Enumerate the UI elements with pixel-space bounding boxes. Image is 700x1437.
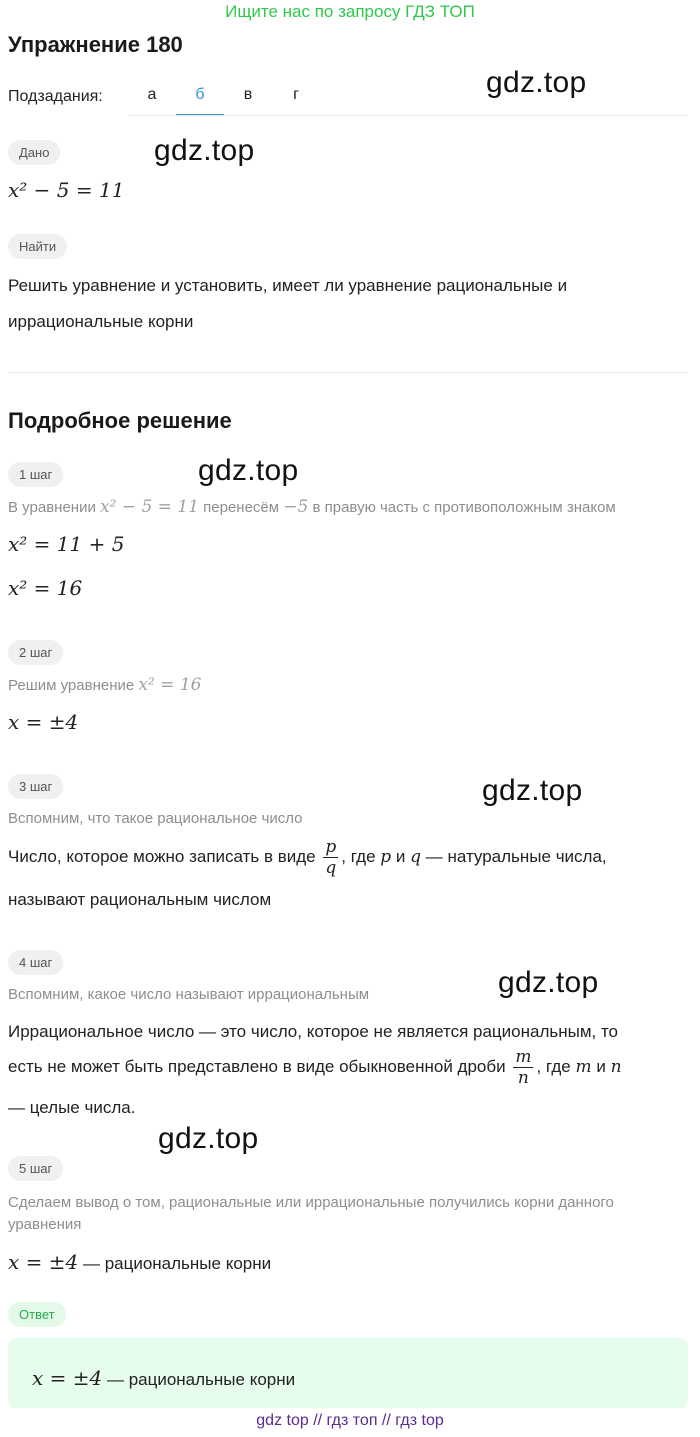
find-text: Решить уравнение и установить, имеет ли уравнение рациональные и иррациональные корни: [8, 276, 568, 331]
watermark: gdz.top: [198, 454, 299, 487]
fraction-numerator: m: [515, 1047, 532, 1068]
step-1-hint: [8, 496, 688, 519]
find-badge: [8, 234, 67, 259]
subtasks-label: Подзадания:: [8, 88, 103, 105]
step-4-label: 4 шаг: [8, 950, 63, 975]
tab-b[interactable]: б: [176, 76, 224, 116]
step-1-hint-text: В уравнении: [8, 499, 96, 516]
answer-label: Ответ: [8, 1302, 66, 1327]
step-1-hint-text: в правую часть с противоположным знаком: [312, 499, 616, 516]
given-label: Дано: [8, 140, 60, 165]
watermark: gdz.top: [482, 774, 583, 807]
find-label: Найти: [8, 234, 67, 259]
step-3-text-end: называют рациональным числом: [8, 890, 272, 909]
variable-m: m: [575, 1057, 592, 1077]
step-2-line-1: x = ±4: [8, 710, 79, 734]
step-1-label: 1 шаг: [8, 462, 63, 487]
answer-text: — рациональные корни: [106, 1370, 296, 1389]
step-3-text-part: Число, которое можно записать в виде: [8, 847, 316, 866]
step-4-text-part: , где: [536, 1057, 571, 1076]
step-5-label: 5 шаг: [8, 1156, 63, 1181]
step-5-result: [8, 1244, 271, 1282]
fraction-denominator: n: [517, 1068, 529, 1089]
step-4-text-line-3: — целые числа.: [8, 1098, 136, 1117]
step-4-text-part: есть не может быть представлено в виде обыкновенной дроби: [8, 1057, 506, 1076]
step-2-label: 2 шаг: [8, 640, 63, 665]
step-4-text-line-1: Иррациональное число — это число, которое не является рациональным, то: [8, 1022, 619, 1041]
given-equation: x² − 5 = 11: [8, 178, 125, 202]
answer-badge: [8, 1302, 66, 1327]
step-2-hint: [8, 674, 201, 697]
variable-p: p: [380, 847, 392, 867]
footer-links[interactable]: gdz top // гдз топ // гдз top: [256, 1412, 444, 1429]
step-4-badge: [8, 950, 63, 975]
step-3-text-part: — натуральные числа,: [425, 847, 607, 866]
solution-title: Подробное решение: [8, 408, 232, 433]
answer-content: [32, 1360, 295, 1398]
variable-q: q: [410, 847, 422, 867]
tab-g[interactable]: г: [293, 86, 299, 103]
watermark: gdz.top: [486, 66, 587, 99]
step-3-text-part: и: [395, 847, 406, 866]
step-2-hint-equation: x² = 16: [138, 675, 202, 695]
subtask-tabs: [128, 76, 348, 116]
section-divider: [8, 372, 688, 373]
step-3-badge: [8, 774, 63, 799]
search-hint-banner: Ищите нас по запросу ГДЗ ТОП: [225, 2, 475, 21]
step-5-result-text: — рациональные корни: [82, 1254, 272, 1273]
step-1-hint-text: перенесём: [203, 499, 280, 516]
fraction-numerator: p: [325, 837, 337, 858]
fraction-p-over-q: [323, 837, 338, 878]
fraction-m-over-n: [513, 1047, 533, 1088]
step-4-text-part: и: [596, 1057, 606, 1076]
step-3-text: [8, 834, 688, 880]
step-1-line-1: x² = 11 + 5: [8, 532, 125, 556]
variable-n: n: [610, 1057, 622, 1077]
step-2-hint-text: Решим уравнение: [8, 677, 135, 694]
step-4-hint: Вспомним, какое число называют иррациональным: [8, 986, 370, 1003]
given-badge: [8, 140, 60, 165]
answer-formula: x = ±4: [32, 1366, 103, 1390]
step-1-hint-value: −5: [283, 497, 309, 517]
watermark: gdz.top: [158, 1122, 259, 1155]
fraction-denominator: q: [325, 858, 337, 879]
page-title: Упражнение 180: [8, 32, 183, 57]
step-2-badge: [8, 640, 63, 665]
step-3-text-part: , где: [341, 847, 376, 866]
step-5-badge: [8, 1156, 63, 1181]
step-3-hint: Вспомним, что такое рациональное число: [8, 810, 303, 827]
tab-a[interactable]: а: [147, 86, 157, 103]
step-1-hint-equation: x² − 5 = 11: [100, 497, 199, 517]
step-5-result-formula: x = ±4: [8, 1250, 79, 1274]
step-3-label: 3 шаг: [8, 774, 63, 799]
step-1-badge: [8, 462, 63, 487]
watermark: gdz.top: [498, 966, 599, 999]
step-4-text-line-2: [8, 1044, 698, 1090]
watermark: gdz.top: [154, 134, 255, 167]
step-1-line-2: x² = 16: [8, 576, 83, 600]
step-5-hint: Сделаем вывод о том, рациональные или иррациональные получились корни данного уравнения: [8, 1194, 614, 1233]
tab-v[interactable]: в: [243, 86, 253, 103]
tabs-divider: [128, 115, 688, 116]
